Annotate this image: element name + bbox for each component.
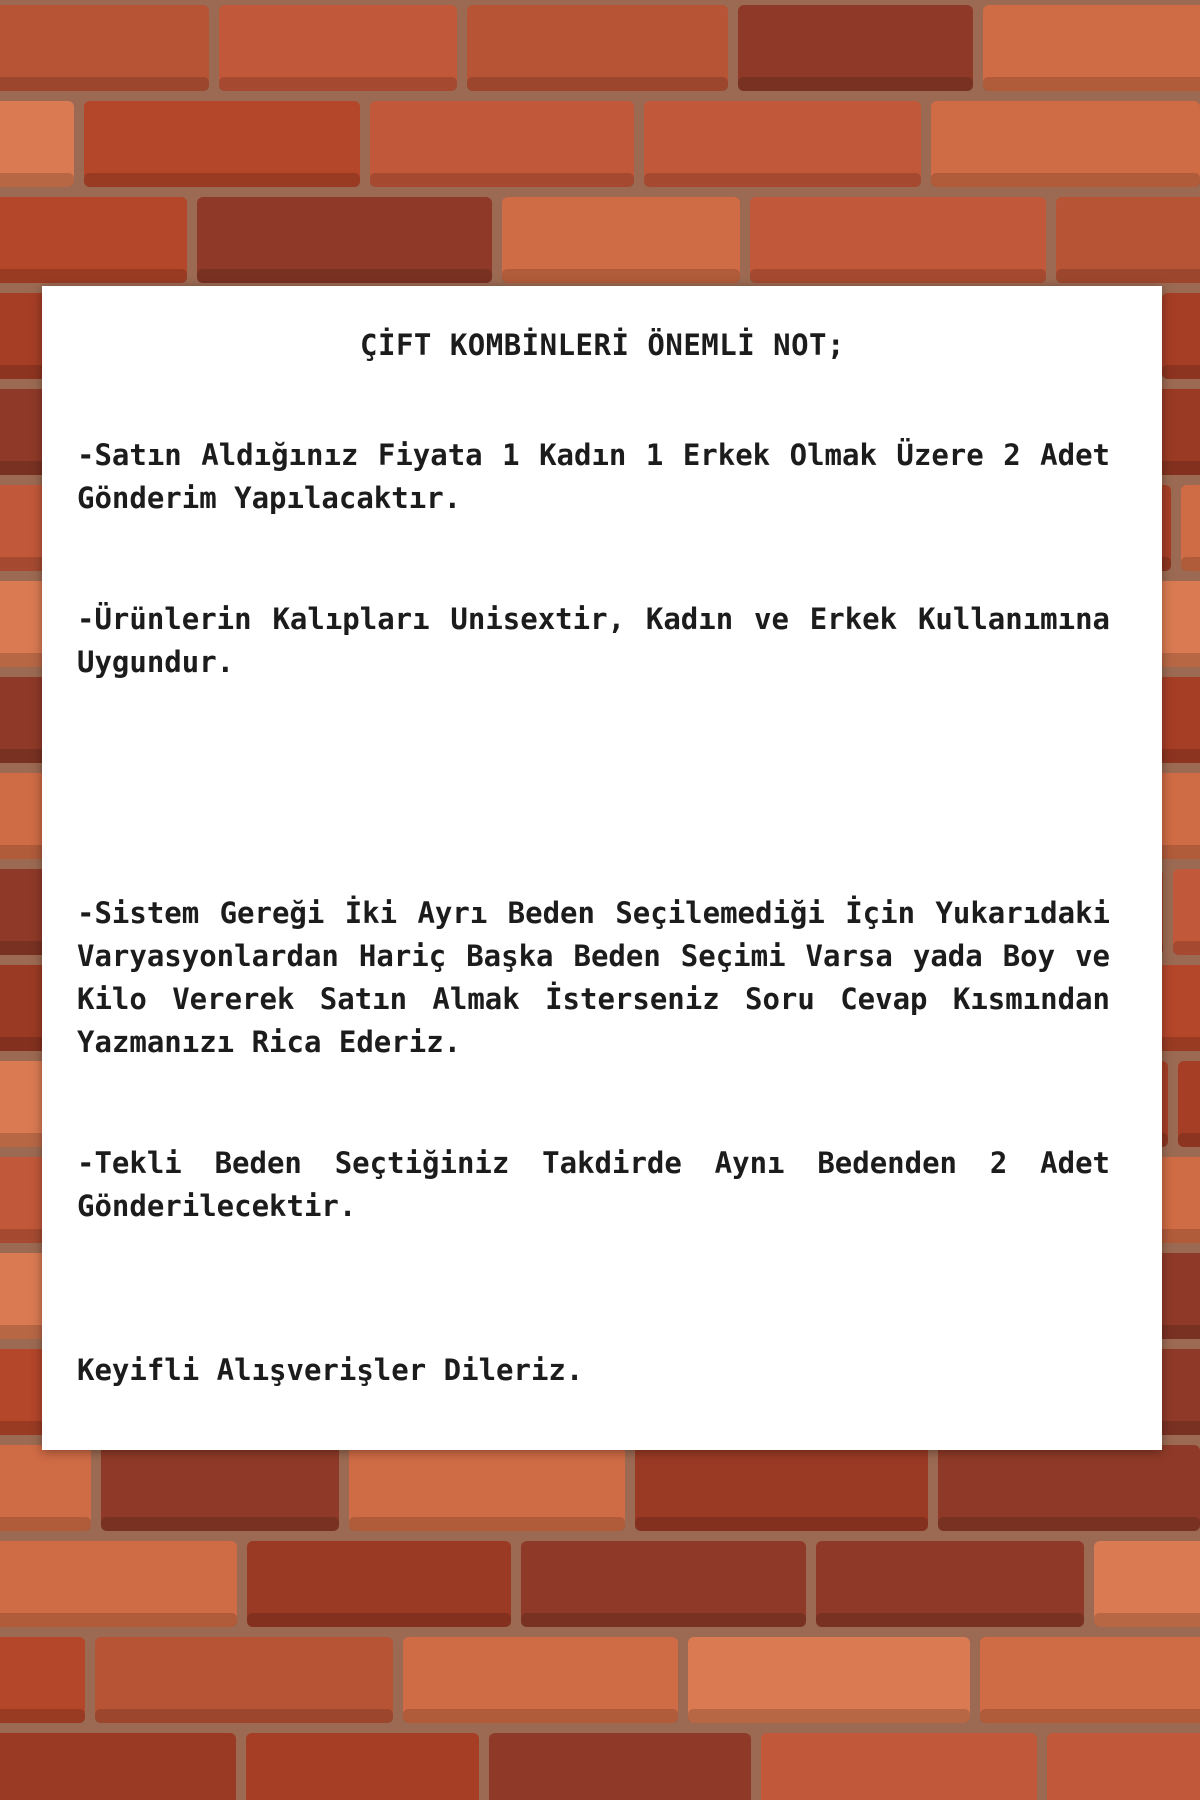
brick-shadow — [983, 77, 1200, 91]
note-paragraph-unisex-info: -Ürünlerin Kalıpları Unisextir, Kadın ve Erkek Kullanımına Uygundur. — [77, 602, 1110, 679]
brick-shadow — [931, 173, 1200, 187]
brick — [246, 1733, 479, 1800]
brick-shadow — [521, 1613, 806, 1627]
brick-shadow — [349, 1517, 625, 1531]
brick-shadow — [247, 1613, 511, 1627]
brick — [0, 1733, 236, 1800]
brick-shadow — [938, 1517, 1200, 1531]
brick-shadow — [980, 1709, 1200, 1723]
brick-shadow — [1173, 941, 1200, 955]
brick-shadow — [1162, 365, 1200, 379]
brick-shadow — [0, 1709, 85, 1723]
brick-shadow — [403, 1709, 678, 1723]
brick — [489, 1733, 751, 1800]
brick-shadow — [197, 269, 492, 283]
brick-shadow — [750, 269, 1046, 283]
note-title: ÇİFT KOMBİNLERİ ÖNEMLİ NOT; — [360, 328, 845, 362]
brick-shadow — [688, 1709, 970, 1723]
brick-shadow — [738, 77, 973, 91]
brick-shadow — [1094, 1613, 1200, 1627]
brick — [761, 1733, 1037, 1800]
brick-shadow — [816, 1613, 1084, 1627]
note-paragraph-size-info: -Sistem Gereği İki Ayrı Beden Seçilemediği İçin Yukarıdaki Varyasyonlardan Hariç Başka Beden Seçimi Varsa yada Boy ve Kilo Vererek Satın Almak İsterseniz Soru Cevap Kısmından Yazmanızı Rica Ederiz. — [77, 896, 1110, 1059]
brick-shadow — [0, 1517, 91, 1531]
brick-shadow — [95, 1709, 393, 1723]
brick-shadow — [219, 77, 457, 91]
note-card — [42, 286, 1162, 1450]
brick-shadow — [370, 173, 634, 187]
brick-shadow — [635, 1517, 928, 1531]
brick-shadow — [1056, 269, 1200, 283]
brick — [1047, 1733, 1200, 1800]
brick-shadow — [0, 1613, 237, 1627]
brick-shadow — [502, 269, 740, 283]
note-closing: Keyifli Alışverişler Dileriz. — [77, 1353, 584, 1387]
brick-shadow — [467, 77, 728, 91]
brick-shadow — [0, 173, 74, 187]
brick-shadow — [1181, 557, 1200, 571]
brick-shadow — [0, 77, 209, 91]
brick-shadow — [1178, 1133, 1200, 1147]
note-paragraph-single-size-info: -Tekli Beden Seçtiğiniz Takdirde Aynı Bedenden 2 Adet Gönderilecektir. — [77, 1146, 1110, 1223]
brick-shadow — [84, 173, 360, 187]
brick-shadow — [101, 1517, 339, 1531]
brick-shadow — [644, 173, 921, 187]
brick-shadow — [0, 269, 187, 283]
note-paragraph-order-info: -Satın Aldığınız Fiyata 1 Kadın 1 Erkek Olmak Üzere 2 Adet Gönderim Yapılacaktır. — [77, 438, 1110, 515]
